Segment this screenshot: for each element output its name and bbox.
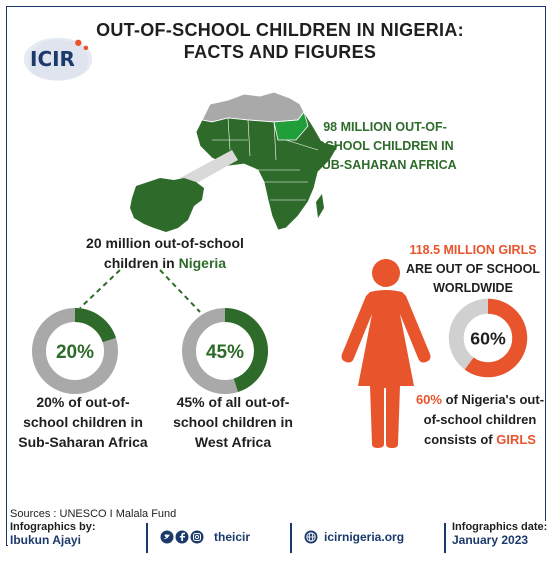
girls-callout-line-1: 118.5 MILLION GIRLS [409,243,537,257]
caption-mid-line-2: school children in [173,414,293,430]
footer-divider-3 [444,523,446,553]
africa-callout-line-1: 98 MILLION OUT-OF- [323,120,447,134]
donut-mid-label: 45% [205,342,245,363]
date-value: January 2023 [452,533,529,547]
title-line-2: FACTS AND FIGURES [183,42,377,62]
sources: Sources : UNESCO I Malala Fund [10,508,177,520]
donut-mid [180,306,270,396]
website-link[interactable]: icirnigeria.org [324,530,405,544]
africa-callout-line-2: SCHOOL CHILDREN IN [316,139,454,153]
caption-left [8,392,158,452]
nigeria-callout [70,233,260,273]
girls-callout-line-3: WORLDWIDE [433,281,513,295]
footer-divider-1 [146,523,148,553]
girls-caption-line-3 [400,430,554,450]
nigeria-highlight: Nigeria [178,255,227,271]
girls-caption-rest: of Nigeria's out- [441,392,545,407]
donut-left [30,306,120,396]
caption-mid [158,392,308,452]
africa-callout-line-3: SUB-SAHARAN AFRICA [313,158,457,172]
caption-left-line-1: 20% of out-of- [36,394,130,410]
instagram-icon [191,531,204,544]
date-label: Infographics date: [452,521,548,533]
girls-callout-line-2: ARE OUT OF SCHOOL [405,262,541,276]
caption-left-line-2: school children in [23,414,143,430]
footer-credit [10,521,130,554]
donut-left-label: 20% [55,342,95,363]
social-handle[interactable]: theicir [214,530,251,544]
credit-name: Ibukun Ajayi [10,533,81,547]
title-line-1: OUT-OF-SCHOOL CHILDREN IN NIGERIA: [96,20,464,40]
caption-left-line-3: Sub-Saharan Africa [18,434,148,450]
caption-mid-line-1: 45% of all out-of- [176,394,290,410]
footer-website[interactable] [304,530,444,563]
nigeria-callout-line-1: 20 million out-of-school [86,235,244,251]
girls-caption-line-2: of-school children [423,412,537,427]
donut-right [446,296,530,380]
logo-text: ICIR [30,47,75,71]
girls-caption-girls: GIRLS [496,432,536,447]
footer-divider-2 [290,523,292,553]
girls-caption [400,390,554,450]
footer-social[interactable] [160,530,290,563]
globe-icon [304,530,318,544]
caption-mid-line-3: West Africa [194,434,272,450]
girls-caption-highlight: 60% [415,392,442,407]
africa-callout [300,118,470,175]
credit-label: Infographics by: [10,521,96,533]
social-icons [160,530,206,544]
footer-date [452,521,552,554]
nigeria-map [126,176,208,234]
nigeria-callout-prefix: children in [103,255,179,271]
donut-right-label: 60% [470,328,506,349]
girls-caption-prefix: consists of [424,432,497,447]
girls-caption-line-1 [400,390,554,410]
footer-bar [8,521,546,554]
